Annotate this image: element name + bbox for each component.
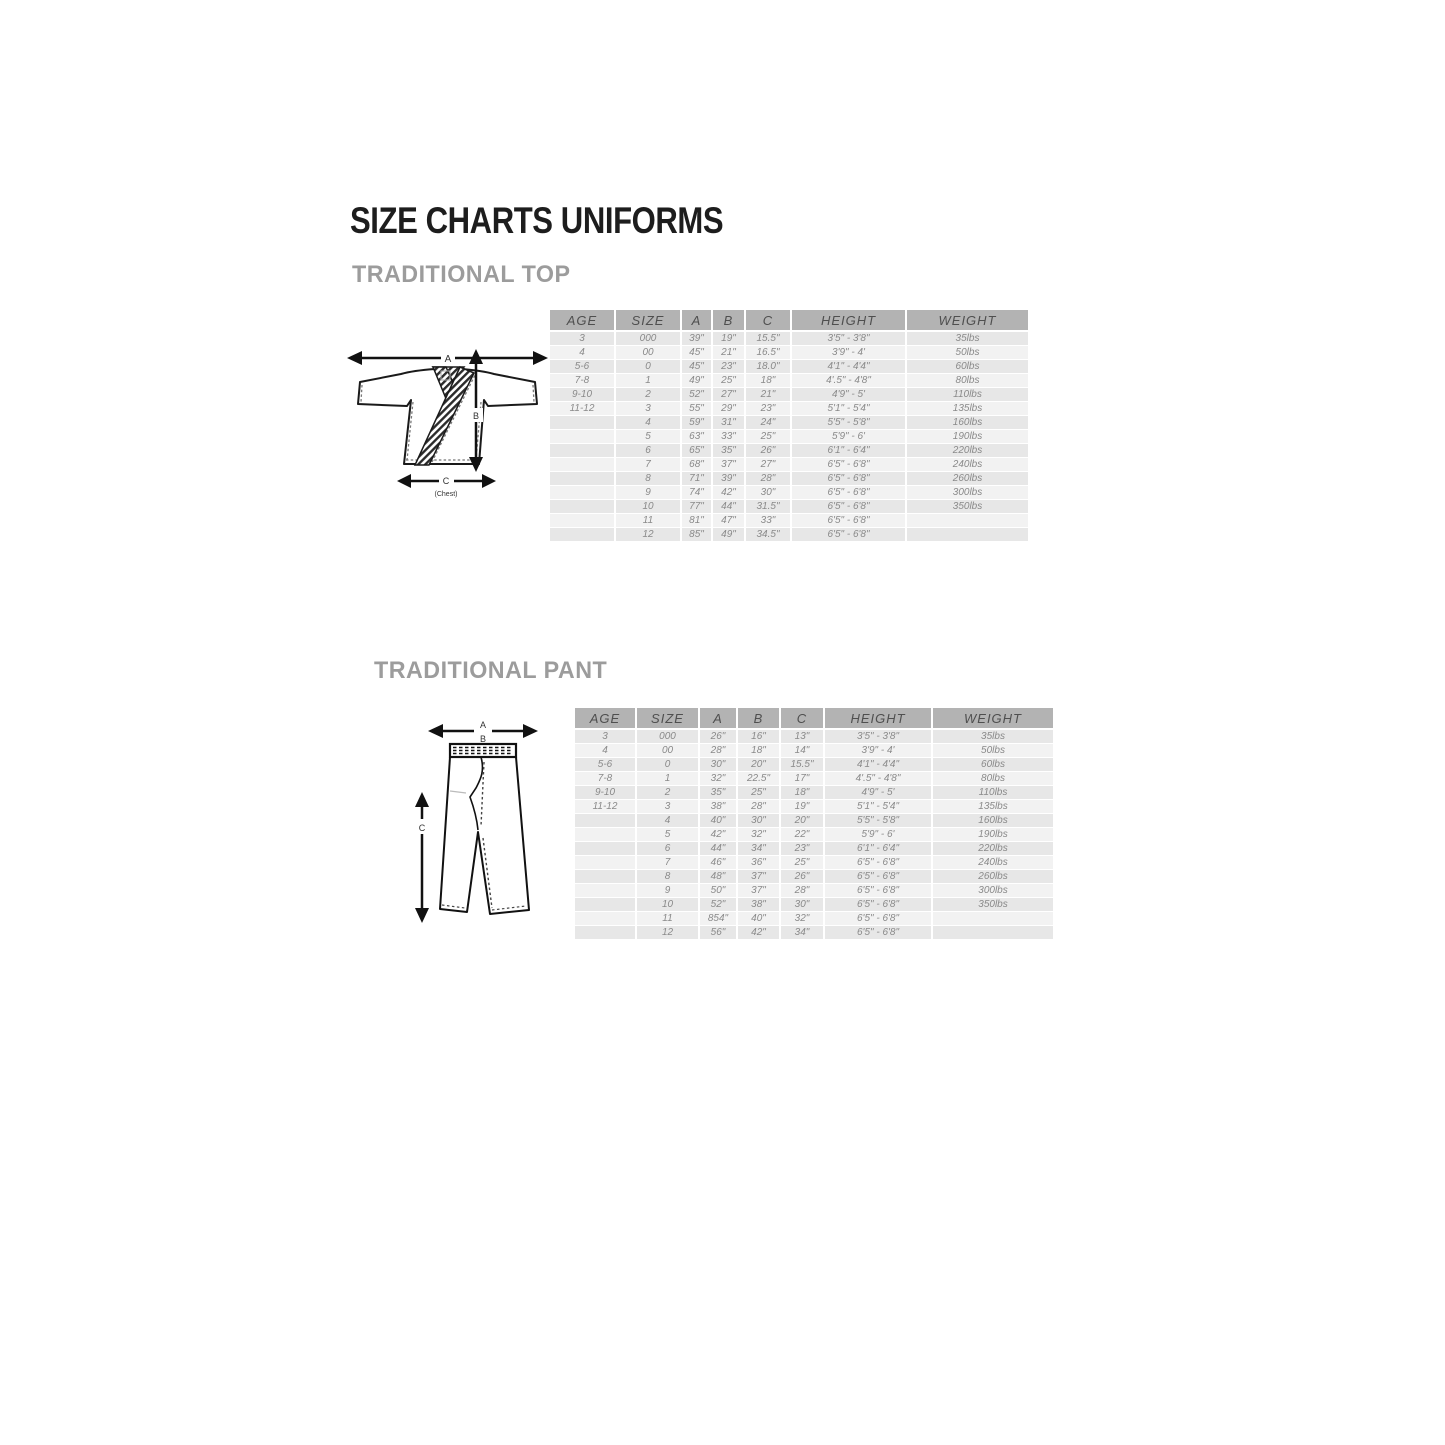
table-cell — [575, 926, 637, 940]
table-row — [550, 332, 1028, 346]
table-cell: 3 — [575, 730, 637, 744]
table-row — [575, 870, 1053, 884]
table-row — [575, 744, 1053, 758]
table-cell: 32" — [738, 828, 781, 842]
table-cell: 6'1" - 6'4" — [792, 444, 907, 458]
table-row — [550, 430, 1028, 444]
table-cell: 3'5" - 3'8" — [825, 730, 933, 744]
table-row — [550, 402, 1028, 416]
table-cell: 6'5" - 6'8" — [825, 926, 933, 940]
table-cell: 30" — [781, 898, 825, 912]
table-cell — [575, 856, 637, 870]
table-cell: 34.5" — [746, 528, 792, 542]
table-cell: 68" — [682, 458, 713, 472]
table-row — [550, 500, 1028, 514]
table-cell: 3'5" - 3'8" — [792, 332, 907, 346]
table-cell: 23" — [713, 360, 746, 374]
table-cell: 24" — [746, 416, 792, 430]
table-cell: 6'5" - 6'8" — [792, 458, 907, 472]
table-cell: 160lbs — [907, 416, 1028, 430]
table-cell: 35lbs — [907, 332, 1028, 346]
table-cell — [550, 444, 616, 458]
table-cell — [550, 430, 616, 444]
table-cell: 25" — [781, 856, 825, 870]
table-cell: 7 — [616, 458, 682, 472]
table-cell: 38" — [700, 800, 738, 814]
table-cell: 110lbs — [933, 786, 1053, 800]
table-cell: 6'5" - 6'8" — [792, 472, 907, 486]
table-cell: 63" — [682, 430, 713, 444]
table-cell: 42" — [713, 486, 746, 500]
table-cell: 22.5" — [738, 772, 781, 786]
table-cell: 14" — [781, 744, 825, 758]
table-cell: 8 — [637, 870, 700, 884]
table-cell: 29" — [713, 402, 746, 416]
pant-outline — [440, 757, 529, 914]
table-cell: 30" — [738, 814, 781, 828]
table-cell: 48" — [700, 870, 738, 884]
table-cell: 18" — [781, 786, 825, 800]
label-a: A — [479, 720, 487, 730]
table-cell: 4'9" - 5' — [792, 388, 907, 402]
table-cell: 21" — [713, 346, 746, 360]
table-row — [575, 856, 1053, 870]
table-cell: 5-6 — [575, 758, 637, 772]
table-cell — [575, 828, 637, 842]
table-cell: 25" — [746, 430, 792, 444]
table-row — [575, 814, 1053, 828]
table-row — [575, 772, 1053, 786]
table-cell: 9 — [616, 486, 682, 500]
table-cell: 190lbs — [933, 828, 1053, 842]
table-cell: 5'1" - 5'4" — [792, 402, 907, 416]
table-cell: 15.5" — [781, 758, 825, 772]
table-cell: 10 — [616, 500, 682, 514]
table-cell: 23" — [746, 402, 792, 416]
table-cell: 37" — [738, 884, 781, 898]
table-cell: 23" — [781, 842, 825, 856]
table-cell: 52" — [700, 898, 738, 912]
table-cell: 240lbs — [907, 458, 1028, 472]
table-cell — [575, 912, 637, 926]
table-cell: 4'1" - 4'4" — [792, 360, 907, 374]
table-cell: 7 — [637, 856, 700, 870]
column-header: SIZE — [616, 310, 682, 332]
label-b: B — [479, 734, 487, 744]
table-cell: 5'9" - 6' — [825, 828, 933, 842]
table-cell: 25" — [738, 786, 781, 800]
table-cell: 3'9" - 4' — [825, 744, 933, 758]
table-row — [550, 444, 1028, 458]
table-cell: 20" — [738, 758, 781, 772]
table-cell: 31" — [713, 416, 746, 430]
table-cell: 85" — [682, 528, 713, 542]
table-cell: 3 — [616, 402, 682, 416]
table-cell: 50lbs — [907, 346, 1028, 360]
column-header: HEIGHT — [792, 310, 907, 332]
table-cell: 17" — [781, 772, 825, 786]
traditional-pant-table — [575, 708, 1053, 940]
table-cell: 45" — [682, 346, 713, 360]
table-row — [575, 884, 1053, 898]
table-cell: 27" — [713, 388, 746, 402]
table-cell: 5 — [616, 430, 682, 444]
table-cell: 2 — [637, 786, 700, 800]
table-cell: 300lbs — [933, 884, 1053, 898]
table-cell: 59" — [682, 416, 713, 430]
column-header: WEIGHT — [933, 708, 1053, 730]
table-cell — [907, 528, 1028, 542]
table-cell — [907, 514, 1028, 528]
table-cell: 11-12 — [550, 402, 616, 416]
column-header: B — [738, 708, 781, 730]
table-cell: 12 — [616, 528, 682, 542]
table-row — [575, 926, 1053, 940]
table-cell: 135lbs — [933, 800, 1053, 814]
table-row — [575, 898, 1053, 912]
table-cell: 60lbs — [907, 360, 1028, 374]
table-cell — [550, 458, 616, 472]
column-header: AGE — [550, 310, 616, 332]
table-cell: 5'1" - 5'4" — [825, 800, 933, 814]
table-cell: 4'.5" - 4'8" — [792, 374, 907, 388]
table-cell: 81" — [682, 514, 713, 528]
jacket-measurement-diagram — [345, 338, 550, 518]
table-cell: 4 — [550, 346, 616, 360]
table-cell: 7-8 — [550, 374, 616, 388]
table-cell: 52" — [682, 388, 713, 402]
table-row — [575, 730, 1053, 744]
table-cell: 4 — [637, 814, 700, 828]
column-header: C — [781, 708, 825, 730]
table-cell: 5'9" - 6' — [792, 430, 907, 444]
column-header: B — [713, 310, 746, 332]
table-cell: 260lbs — [933, 870, 1053, 884]
table-cell: 3'9" - 4' — [792, 346, 907, 360]
table-cell: 30" — [746, 486, 792, 500]
table-cell: 1 — [616, 374, 682, 388]
table-cell: 42" — [700, 828, 738, 842]
table-cell — [550, 416, 616, 430]
table-cell: 6 — [637, 842, 700, 856]
table-cell: 33" — [746, 514, 792, 528]
table-row — [550, 360, 1028, 374]
table-cell: 5-6 — [550, 360, 616, 374]
table-cell — [550, 472, 616, 486]
table-row — [550, 388, 1028, 402]
table-cell: 71" — [682, 472, 713, 486]
table-cell: 36" — [738, 856, 781, 870]
column-header: WEIGHT — [907, 310, 1028, 332]
table-cell: 1 — [637, 772, 700, 786]
table-cell: 31.5" — [746, 500, 792, 514]
table-cell: 3 — [637, 800, 700, 814]
table-cell: 45" — [682, 360, 713, 374]
column-header: AGE — [575, 708, 637, 730]
section-title-traditional-pant: TRADITIONAL PANT — [374, 657, 608, 684]
table-cell: 20" — [781, 814, 825, 828]
table-cell: 28" — [700, 744, 738, 758]
table-cell: 55" — [682, 402, 713, 416]
table-cell: 6'5" - 6'8" — [825, 912, 933, 926]
table-cell: 190lbs — [907, 430, 1028, 444]
table-cell: 26" — [781, 870, 825, 884]
table-cell: 18" — [738, 744, 781, 758]
table-header-row — [550, 310, 1028, 332]
table-cell: 9-10 — [550, 388, 616, 402]
table-cell: 16" — [738, 730, 781, 744]
table-cell: 34" — [738, 842, 781, 856]
table-cell: 240lbs — [933, 856, 1053, 870]
label-c: C — [442, 476, 450, 486]
table-cell: 26" — [700, 730, 738, 744]
table-cell: 30" — [700, 758, 738, 772]
column-header: A — [682, 310, 713, 332]
table-cell: 25" — [713, 374, 746, 388]
table-cell: 350lbs — [933, 898, 1053, 912]
table-cell: 18.0" — [746, 360, 792, 374]
table-cell: 60lbs — [933, 758, 1053, 772]
table-cell: 8 — [616, 472, 682, 486]
table-cell: 9 — [637, 884, 700, 898]
table-cell: 22" — [781, 828, 825, 842]
table-cell: 000 — [637, 730, 700, 744]
table-cell: 3 — [550, 332, 616, 346]
table-cell: 4'9" - 5' — [825, 786, 933, 800]
table-cell: 110lbs — [907, 388, 1028, 402]
table-cell: 46" — [700, 856, 738, 870]
table-cell: 11-12 — [575, 800, 637, 814]
table-cell: 350lbs — [907, 500, 1028, 514]
table-cell: 10 — [637, 898, 700, 912]
table-cell: 6'5" - 6'8" — [792, 500, 907, 514]
table-cell: 9-10 — [575, 786, 637, 800]
label-a: A — [444, 354, 452, 365]
table-cell: 49" — [682, 374, 713, 388]
table-cell: 6'5" - 6'8" — [792, 514, 907, 528]
table-cell: 6'5" - 6'8" — [792, 528, 907, 542]
table-cell: 160lbs — [933, 814, 1053, 828]
table-cell: 135lbs — [907, 402, 1028, 416]
table-cell: 44" — [713, 500, 746, 514]
traditional-top-table — [550, 310, 1028, 542]
table-row — [550, 514, 1028, 528]
table-row — [550, 416, 1028, 430]
table-cell: 39" — [682, 332, 713, 346]
table-cell: 50lbs — [933, 744, 1053, 758]
table-cell: 37" — [738, 870, 781, 884]
page-title: SIZE CHARTS UNIFORMS — [350, 200, 724, 241]
measure-arrow-a — [347, 350, 548, 365]
table-cell — [550, 500, 616, 514]
table-row — [575, 800, 1053, 814]
table-row — [550, 346, 1028, 360]
label-b: B — [472, 411, 480, 421]
table-cell: 77" — [682, 500, 713, 514]
table-cell — [575, 842, 637, 856]
table-cell: 28" — [781, 884, 825, 898]
column-header: C — [746, 310, 792, 332]
table-row — [575, 758, 1053, 772]
table-cell: 6'5" - 6'8" — [825, 898, 933, 912]
table-cell: 65" — [682, 444, 713, 458]
table-cell: 33" — [713, 430, 746, 444]
table-row — [575, 842, 1053, 856]
table-cell: 5'5" - 5'8" — [825, 814, 933, 828]
column-header: HEIGHT — [825, 708, 933, 730]
table-cell — [575, 870, 637, 884]
table-row — [575, 828, 1053, 842]
table-row — [550, 374, 1028, 388]
table-cell: 13" — [781, 730, 825, 744]
table-cell: 27" — [746, 458, 792, 472]
table-cell: 4'.5" - 4'8" — [825, 772, 933, 786]
table-cell — [933, 912, 1053, 926]
table-row — [550, 486, 1028, 500]
table-cell: 0 — [637, 758, 700, 772]
measure-arrow-ab — [428, 720, 538, 744]
table-cell: 220lbs — [933, 842, 1053, 856]
table-cell: 0 — [616, 360, 682, 374]
table-cell: 40" — [738, 912, 781, 926]
table-cell: 40" — [700, 814, 738, 828]
table-cell: 2 — [616, 388, 682, 402]
table-cell: 19" — [781, 800, 825, 814]
table-cell: 000 — [616, 332, 682, 346]
table-cell: 4 — [616, 416, 682, 430]
table-row — [575, 786, 1053, 800]
table-cell: 28" — [738, 800, 781, 814]
table-cell: 56" — [700, 926, 738, 940]
table-cell: 00 — [616, 346, 682, 360]
table-cell: 7-8 — [575, 772, 637, 786]
table-cell: 38" — [738, 898, 781, 912]
label-c-sub: (Chest) — [434, 491, 458, 498]
table-cell: 5'5" - 5'8" — [792, 416, 907, 430]
table-row — [550, 472, 1028, 486]
table-cell: 39" — [713, 472, 746, 486]
table-cell: 854" — [700, 912, 738, 926]
table-cell: 28" — [746, 472, 792, 486]
table-cell — [550, 528, 616, 542]
table-cell: 80lbs — [907, 374, 1028, 388]
table-cell: 11 — [616, 514, 682, 528]
table-cell — [550, 514, 616, 528]
table-cell: 220lbs — [907, 444, 1028, 458]
table-cell: 32" — [700, 772, 738, 786]
table-cell — [575, 814, 637, 828]
table-cell: 260lbs — [907, 472, 1028, 486]
table-cell: 16.5" — [746, 346, 792, 360]
table-cell: 37" — [713, 458, 746, 472]
table-cell — [575, 884, 637, 898]
table-cell: 35" — [700, 786, 738, 800]
table-cell: 49" — [713, 528, 746, 542]
table-cell: 6'5" - 6'8" — [825, 870, 933, 884]
column-header: A — [700, 708, 738, 730]
table-cell: 6'5" - 6'8" — [825, 884, 933, 898]
table-cell: 6'5" - 6'8" — [792, 486, 907, 500]
table-cell: 26" — [746, 444, 792, 458]
measure-arrow-c — [415, 792, 429, 923]
table-cell — [550, 486, 616, 500]
column-header: SIZE — [637, 708, 700, 730]
table-cell — [933, 926, 1053, 940]
table-cell: 4 — [575, 744, 637, 758]
table-cell — [575, 898, 637, 912]
table-cell: 34" — [781, 926, 825, 940]
pant-measurement-diagram — [400, 700, 560, 945]
measure-arrow-c — [397, 473, 496, 498]
label-c: C — [418, 823, 426, 833]
table-cell: 11 — [637, 912, 700, 926]
table-cell: 6'1" - 6'4" — [825, 842, 933, 856]
table-cell: 4'1" - 4'4" — [825, 758, 933, 772]
table-cell: 18" — [746, 374, 792, 388]
table-row — [550, 528, 1028, 542]
table-cell: 19" — [713, 332, 746, 346]
table-cell: 21" — [746, 388, 792, 402]
section-title-traditional-top: TRADITIONAL TOP — [352, 261, 571, 288]
table-cell: 15.5" — [746, 332, 792, 346]
table-cell: 35lbs — [933, 730, 1053, 744]
table-cell: 32" — [781, 912, 825, 926]
table-cell: 44" — [700, 842, 738, 856]
table-header-row — [575, 708, 1053, 730]
table-cell: 6 — [616, 444, 682, 458]
table-cell: 50" — [700, 884, 738, 898]
table-cell: 42" — [738, 926, 781, 940]
table-row — [550, 458, 1028, 472]
table-row — [575, 912, 1053, 926]
table-cell: 74" — [682, 486, 713, 500]
pant-waistband — [450, 744, 516, 757]
table-cell: 35" — [713, 444, 746, 458]
table-cell: 80lbs — [933, 772, 1053, 786]
table-cell: 300lbs — [907, 486, 1028, 500]
table-cell: 47" — [713, 514, 746, 528]
table-cell: 12 — [637, 926, 700, 940]
table-cell: 5 — [637, 828, 700, 842]
table-cell: 6'5" - 6'8" — [825, 856, 933, 870]
table-cell: 00 — [637, 744, 700, 758]
